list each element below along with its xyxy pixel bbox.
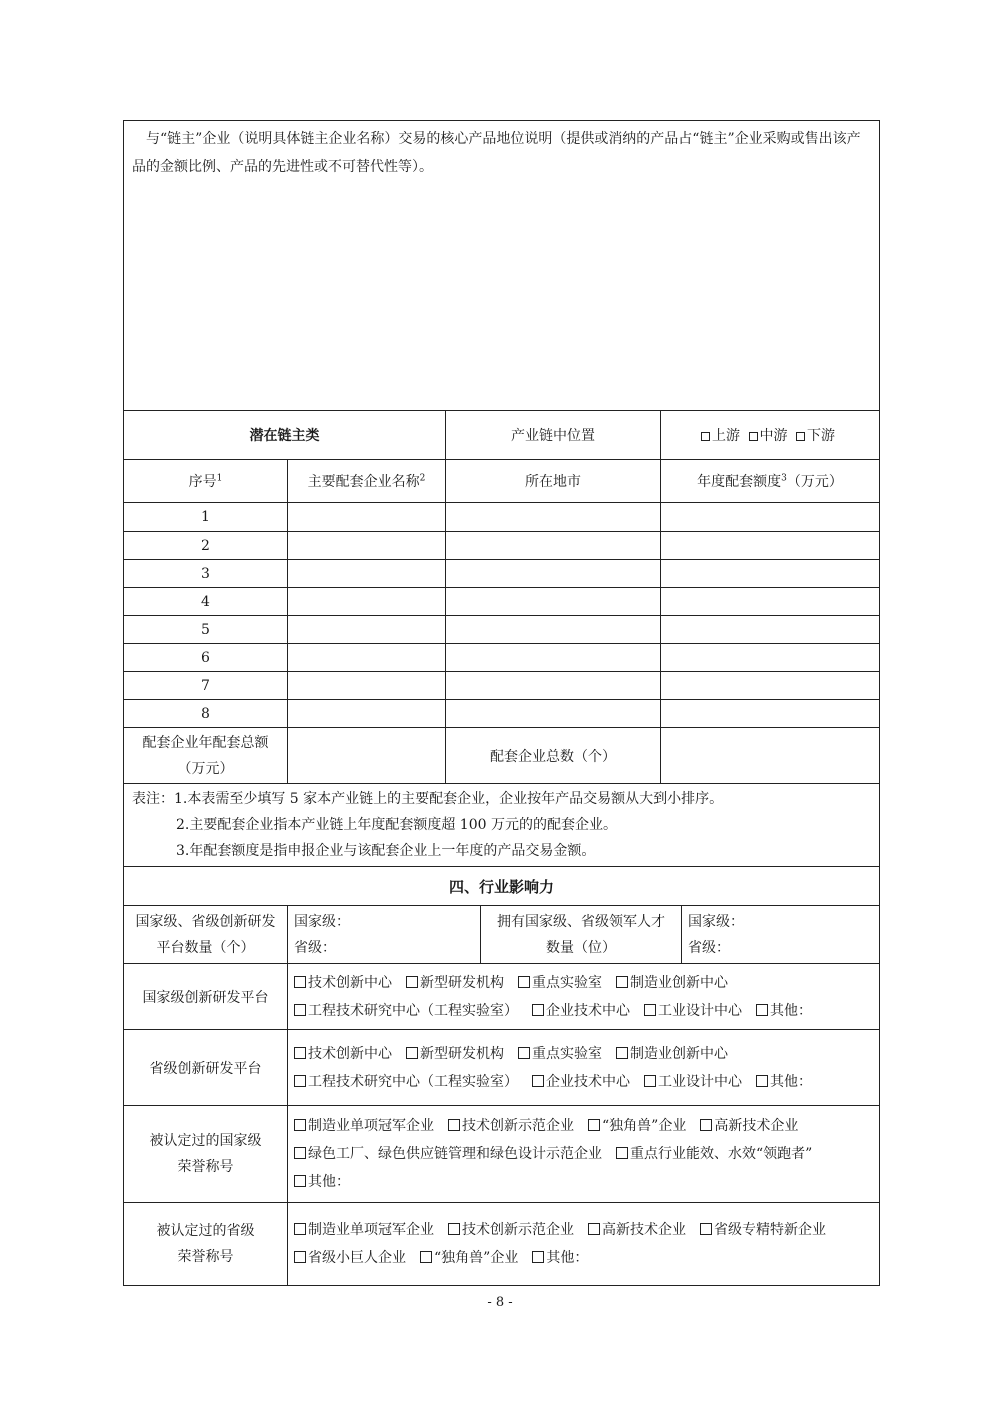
row-number: 4 — [124, 588, 288, 616]
checkbox-option[interactable]: 制造业单项冠军企业 — [294, 1216, 434, 1244]
checkbox-option[interactable]: “独角兽”企业 — [588, 1112, 686, 1140]
table-notes — [124, 784, 880, 867]
total-count-label: 配套企业总数（个） — [446, 728, 661, 784]
platform-count-field[interactable]: 国家级： 省级： — [288, 906, 481, 964]
core-product-description-field[interactable] — [124, 121, 880, 411]
city-cell[interactable] — [446, 503, 661, 532]
checkbox-icon[interactable] — [294, 1175, 306, 1187]
amount-cell[interactable] — [661, 700, 880, 728]
checkbox-option[interactable]: 技术创新中心 — [294, 1040, 392, 1068]
checkbox-icon[interactable] — [616, 976, 628, 988]
upstream-option[interactable]: 上游 — [701, 425, 740, 445]
city-header: 所在地市 — [446, 460, 661, 503]
checkbox-icon[interactable] — [532, 1075, 544, 1087]
midstream-option[interactable]: 中游 — [749, 425, 788, 445]
table-row — [124, 644, 880, 672]
amount-cell[interactable] — [661, 616, 880, 644]
amount-cell[interactable] — [661, 532, 880, 560]
checkbox-icon[interactable] — [532, 1004, 544, 1016]
checkbox-option[interactable]: 技术创新示范企业 — [448, 1112, 574, 1140]
platform-count-row — [124, 906, 880, 964]
checkbox-icon[interactable] — [518, 1047, 530, 1059]
city-cell[interactable] — [446, 644, 661, 672]
provincial-honor-options — [288, 1203, 880, 1286]
totals-row — [124, 728, 880, 784]
checkbox-option[interactable]: 其他： — [756, 1068, 812, 1096]
checkbox-icon[interactable] — [294, 1251, 306, 1263]
checkbox-option[interactable]: 新型研发机构 — [406, 1040, 504, 1068]
checkbox-icon[interactable] — [294, 1004, 306, 1016]
national-platform-label: 国家级创新研发平台 — [124, 964, 288, 1030]
amount-header: 年度配套额度$^3$（万元） — [661, 460, 880, 503]
checkbox-icon[interactable] — [644, 1004, 656, 1016]
checkbox-option[interactable]: 其他： — [532, 1244, 588, 1272]
supplier-name-cell[interactable] — [288, 532, 446, 560]
checkbox-icon[interactable] — [294, 1075, 306, 1087]
note-2: 2.主要配套企业指本产业链上年度配套额度超 100 万元的的配套企业。 — [176, 817, 617, 833]
checkbox-option[interactable]: 工业设计中心 — [644, 1068, 742, 1096]
checkbox-option[interactable]: 绿色工厂、绿色供应链管理和绿色设计示范企业 — [294, 1140, 602, 1168]
table-row — [124, 503, 880, 532]
checkbox-option[interactable]: “独角兽”企业 — [420, 1244, 518, 1272]
amount-cell[interactable] — [661, 644, 880, 672]
total-amount-label: 配套企业年配套总额 （万元） — [124, 728, 288, 784]
checkbox-icon[interactable] — [294, 1147, 306, 1159]
checkbox-icon[interactable] — [588, 1223, 600, 1235]
city-cell[interactable] — [446, 700, 661, 728]
national-honor-label: 被认定过的国家级 荣誉称号 — [124, 1106, 288, 1203]
city-cell[interactable] — [446, 532, 661, 560]
total-amount-field[interactable] — [288, 728, 446, 784]
note-3: 3.年配套额度是指申报企业与该配套企业上一年度的产品交易金额。 — [176, 843, 596, 859]
row-number: 1 — [124, 503, 288, 532]
checkbox-icon[interactable] — [644, 1075, 656, 1087]
checkbox-icon[interactable] — [294, 976, 306, 988]
table-row — [124, 560, 880, 588]
checkbox-option[interactable]: 重点实验室 — [518, 1040, 602, 1068]
midstream-checkbox[interactable] — [749, 432, 758, 441]
city-cell[interactable] — [446, 560, 661, 588]
intro-row — [124, 121, 880, 411]
table-row — [124, 700, 880, 728]
potential-chain-row — [124, 411, 880, 460]
national-honor-row — [124, 1106, 880, 1203]
checkbox-icon[interactable] — [532, 1251, 544, 1263]
checkbox-icon[interactable] — [294, 1223, 306, 1235]
provincial-honor-label: 被认定过的省级 荣誉称号 — [124, 1203, 288, 1286]
provincial-honor-row — [124, 1203, 880, 1286]
city-cell[interactable] — [446, 616, 661, 644]
checkbox-option[interactable]: 高新技术企业 — [588, 1216, 686, 1244]
row-number: 6 — [124, 644, 288, 672]
row-number: 7 — [124, 672, 288, 700]
checkbox-option[interactable]: 重点行业能效、水效“领跑者” — [616, 1140, 812, 1168]
checkbox-option[interactable]: 其他： — [294, 1168, 350, 1196]
checkbox-icon[interactable] — [700, 1119, 712, 1131]
amount-cell[interactable] — [661, 503, 880, 532]
section-title-industry-influence: 四、行业影响力 — [124, 867, 880, 906]
city-cell[interactable] — [446, 672, 661, 700]
supplier-name-header: 主要配套企业名称$^2$ — [288, 460, 446, 503]
checkbox-icon[interactable] — [756, 1004, 768, 1016]
checkbox-option[interactable]: 高新技术企业 — [700, 1112, 798, 1140]
checkbox-option[interactable]: 重点实验室 — [518, 969, 602, 997]
checkbox-option[interactable]: 制造业单项冠军企业 — [294, 1112, 434, 1140]
table-row — [124, 672, 880, 700]
upstream-checkbox[interactable] — [701, 432, 710, 441]
checkbox-option[interactable]: 其他： — [756, 997, 812, 1025]
talent-count-label: 拥有国家级、省级领军人才 数量（位） — [481, 906, 682, 964]
checkbox-option[interactable]: 工程技术研究中心（工程实验室） — [294, 997, 518, 1025]
potential-chain-title: 潜在链主类 — [124, 411, 446, 460]
checkbox-option[interactable]: 制造业创新中心 — [616, 969, 728, 997]
row-number: 5 — [124, 616, 288, 644]
downstream-checkbox[interactable] — [796, 432, 805, 441]
checkbox-option[interactable]: 技术创新中心 — [294, 969, 392, 997]
checkbox-icon[interactable] — [756, 1075, 768, 1087]
row-number: 3 — [124, 560, 288, 588]
checkbox-icon[interactable] — [406, 976, 418, 988]
platform-count-label: 国家级、省级创新研发 平台数量（个） — [124, 906, 288, 964]
checkbox-icon[interactable] — [616, 1147, 628, 1159]
note-1: 表注：1.本表需至少填写 5 家本产业链上的主要配套企业，企业按年产品交易额从大到小排序。 — [132, 791, 724, 807]
table-row — [124, 616, 880, 644]
supplier-name-cell[interactable] — [288, 560, 446, 588]
checkbox-icon[interactable] — [448, 1223, 460, 1235]
national-honor-options — [288, 1106, 880, 1203]
supplier-name-cell[interactable] — [288, 644, 446, 672]
provincial-platform-label: 省级创新研发平台 — [124, 1030, 288, 1106]
supplier-name-cell[interactable] — [288, 503, 446, 532]
supplier-name-cell[interactable] — [288, 700, 446, 728]
chain-position-label: 产业链中位置 — [446, 411, 661, 460]
checkbox-icon[interactable] — [588, 1119, 600, 1131]
checkbox-icon[interactable] — [420, 1251, 432, 1263]
checkbox-icon[interactable] — [700, 1223, 712, 1235]
table-row — [124, 588, 880, 616]
provincial-platform-row — [124, 1030, 880, 1106]
city-cell[interactable] — [446, 588, 661, 616]
checkbox-option[interactable]: 企业技术中心 — [532, 1068, 630, 1096]
supplier-header-row — [124, 460, 880, 503]
checkbox-option[interactable]: 新型研发机构 — [406, 969, 504, 997]
amount-cell[interactable] — [661, 560, 880, 588]
national-platform-row — [124, 964, 880, 1030]
checkbox-icon[interactable] — [616, 1047, 628, 1059]
section-header-row — [124, 867, 880, 906]
provincial-platform-options — [288, 1030, 880, 1106]
notes-row — [124, 784, 880, 867]
amount-cell[interactable] — [661, 672, 880, 700]
row-number: 2 — [124, 532, 288, 560]
downstream-option[interactable]: 下游 — [796, 425, 835, 445]
checkbox-option[interactable]: 企业技术中心 — [532, 997, 630, 1025]
checkbox-icon[interactable] — [294, 1047, 306, 1059]
checkbox-option[interactable]: 工程技术研究中心（工程实验室） — [294, 1068, 518, 1096]
seq-header: 序号$^1$ — [124, 460, 288, 503]
talent-count-field[interactable]: 国家级： 省级： — [682, 906, 880, 964]
checkbox-icon[interactable] — [448, 1119, 460, 1131]
application-form-table — [123, 120, 880, 1286]
checkbox-icon[interactable] — [406, 1047, 418, 1059]
table-row — [124, 532, 880, 560]
checkbox-option[interactable]: 技术创新示范企业 — [448, 1216, 574, 1244]
supplier-name-cell[interactable] — [288, 588, 446, 616]
row-number: 8 — [124, 700, 288, 728]
checkbox-icon[interactable] — [294, 1119, 306, 1131]
checkbox-option[interactable]: 工业设计中心 — [644, 997, 742, 1025]
supplier-name-cell[interactable] — [288, 616, 446, 644]
total-count-field[interactable] — [661, 728, 880, 784]
national-platform-options — [288, 964, 880, 1030]
page-number: - 8 - — [487, 1295, 513, 1310]
chain-position-options — [661, 411, 880, 460]
checkbox-icon[interactable] — [518, 976, 530, 988]
intro-text: 与“链主”企业（说明具体链主企业名称）交易的核心产品地位说明（提供或消纳的产品占“链主”企业采购或售出该产品的金额比例、产品的先进性或不可替代性等）。 — [132, 131, 861, 175]
amount-cell[interactable] — [661, 588, 880, 616]
supplier-name-cell[interactable] — [288, 672, 446, 700]
checkbox-option[interactable]: 省级专精特新企业 — [700, 1216, 826, 1244]
checkbox-option[interactable]: 省级小巨人企业 — [294, 1244, 406, 1272]
checkbox-option[interactable]: 制造业创新中心 — [616, 1040, 728, 1068]
